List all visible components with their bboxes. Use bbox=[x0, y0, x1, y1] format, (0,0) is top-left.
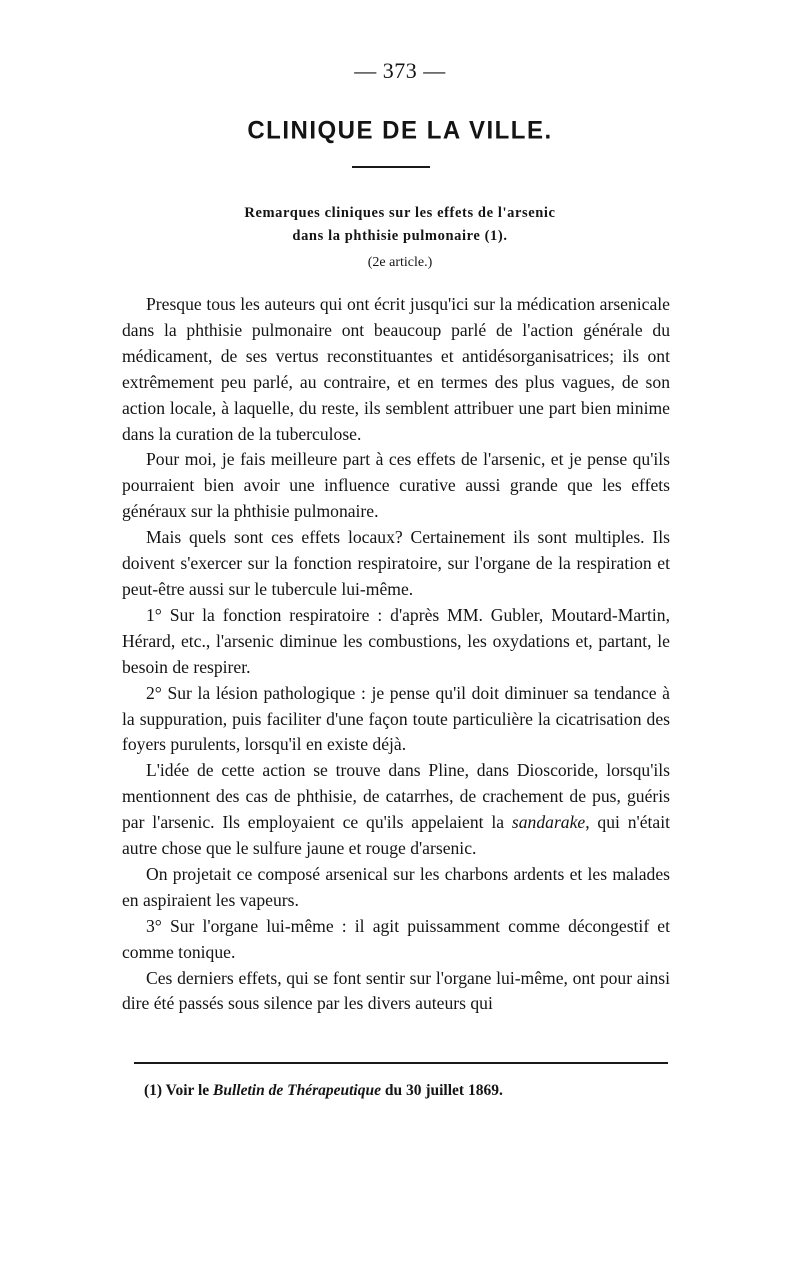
title-divider bbox=[352, 166, 430, 168]
article-subtitle bbox=[0, 202, 800, 248]
article-note: (2e article.) bbox=[367, 255, 433, 270]
paragraph-6-italic: sandarake bbox=[511, 812, 586, 833]
paragraph-5: 2° Sur la lésion pathologique : je pense qu'il doit diminuer sa tendance à la suppuration, puis faciliter d'une façon toute particulière la cicatrisation des foyers purulents, lorsqu'il en existe déjà. bbox=[122, 682, 670, 755]
footnote bbox=[144, 1082, 664, 1100]
footnote-text-a: (1) Voir le bbox=[144, 1082, 214, 1099]
paragraph-1: Presque tous les auteurs qui ont écrit jusqu'ici sur la médication arsenicale dans la phthisie pulmonaire ont beaucoup parlé de l'action générale du médicament, de ses vertus reconstituantes et antidésorganisatrices; ils ont extrêmement peu parlé, au contraire, et en termes des plus vagues, de son action locale, à laquelle, du reste, ils semblent attribuer une part bien minime dans la curation de la tuberculose. bbox=[122, 294, 670, 444]
paragraph-6-text-a: L'idée de cette action se trouve dans Pline, dans Dioscoride, lorsqu'ils mentionnent des cas de phthisie, de catarrhes, de crachement de pus, guéris par l'arsenic. Ils employaient ce qu'ils appelaient la bbox=[122, 760, 670, 833]
footnote-italic: Bulletin de Thérapeutique bbox=[213, 1082, 381, 1099]
paragraph-7: On projetait ce composé arsenical sur les charbons ardents et les malades en aspiraient les vapeurs. bbox=[122, 863, 670, 910]
subtitle-line-2: dans la phthisie pulmonaire (1). bbox=[292, 228, 508, 244]
footnote-text-b: du 30 juillet 1869. bbox=[380, 1082, 503, 1099]
page-number: — 373 — bbox=[354, 58, 446, 83]
footnote-divider bbox=[134, 1062, 668, 1064]
paragraph-3: Mais quels sont ces effets locaux? Certainement ils sont multiples. Ils doivent s'exercer sur la fonction respiratoire, sur l'organe de la respiration et peut-être aussi sur le tubercule lui-même. bbox=[122, 527, 670, 599]
paragraph-6 bbox=[122, 758, 670, 862]
subtitle-line-1: Remarques cliniques sur les effets de l'arsenic bbox=[244, 205, 556, 221]
paragraph-2: Pour moi, je fais meilleure part à ces effets de l'arsenic, et je pense qu'ils pourraient bien avoir une influence curative aussi grande que les effets généraux sur la phthisie pulmonaire. bbox=[122, 449, 670, 522]
section-title: CLINIQUE DE LA VILLE. bbox=[247, 116, 553, 145]
paragraph-4: 1° Sur la fonction respiratoire : d'après MM. Gubler, Moutard-Martin, Hérard, etc., l'arsenic diminue les combustions, les oxydations et, partant, le besoin de respirer. bbox=[122, 604, 670, 677]
paragraph-9: Ces derniers effets, qui se font sentir sur l'organe lui-même, ont pour ainsi dire été passés sous silence par les divers auteurs qui bbox=[122, 967, 670, 1014]
paragraph-6-text-b: , qui n'était autre chose que le sulfure jaune et rouge d'arsenic. bbox=[122, 812, 670, 859]
paragraph-8: 3° Sur l'organe lui-même : il agit puissamment comme décongestif et comme tonique. bbox=[122, 915, 670, 962]
body-text bbox=[122, 292, 670, 1017]
